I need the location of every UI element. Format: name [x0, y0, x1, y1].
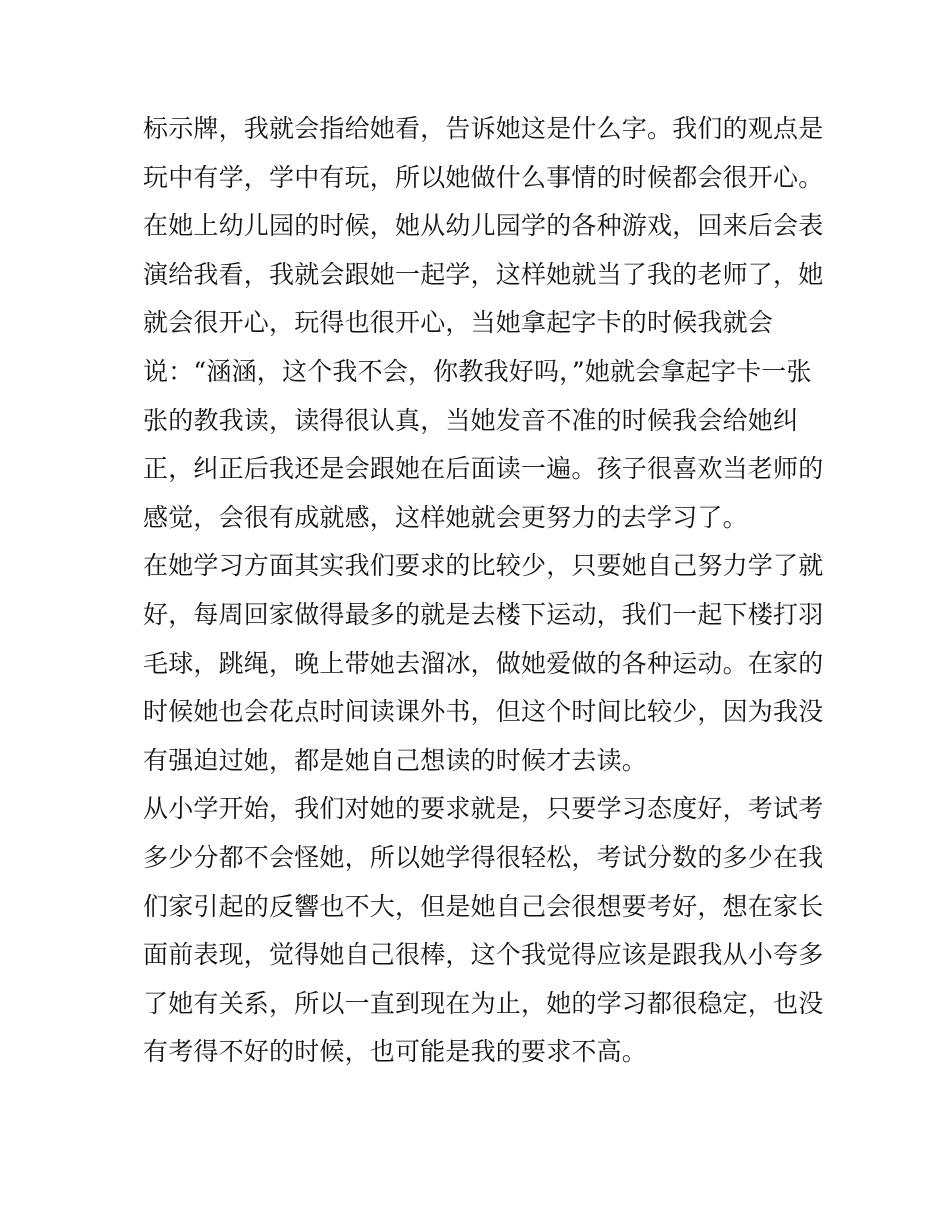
text-line: 演给我看，我就会跟她一起学，这样她就当了我的老师了，她 [143, 259, 824, 289]
text-line: 时候她也会花点时间读课外书，但这个时间比较少，因为我没 [143, 697, 824, 727]
text-line: 好，每周回家做得最多的就是去楼下运动，我们一起下楼打羽 [143, 599, 824, 629]
body-text [143, 105, 833, 1077]
text-line: 毛球，跳绳，晚上带她去溜冰，做她爱做的各种运动。在家的 [143, 648, 824, 678]
text-line: 有强迫过她，都是她自己想读的时候才去读。 [143, 745, 648, 775]
text-line: 玩中有学，学中有玩，所以她做什么事情的时候都会很开心。 [143, 162, 824, 192]
text-line: 张的教我读，读得很认真，当她发音不准的时候我会给她纠 [143, 405, 799, 435]
text-line: 们家引起的反響也不大，但是她自己会很想要考好，想在家长 [143, 891, 824, 921]
text-line: 了她有关系，所以一直到现在为止，她的学习都很稳定，也没 [143, 988, 824, 1018]
text-line: 说：“涵涵，这个我不会，你教我好吗，”她就会拿起字卡一张 [143, 356, 812, 386]
text-line: 面前表现，觉得她自己很棒，这个我觉得应该是跟我从小夸多 [143, 940, 824, 970]
text-line: 就会很开心，玩得也很开心，当她拿起字卡的时候我就会 [143, 308, 774, 338]
text-line: 有考得不好的时候，也可能是我的要求不高。 [143, 1037, 648, 1067]
text-line: 多少分都不会怪她，所以她学得很轻松，考试分数的多少在我 [143, 842, 824, 872]
text-line: 感觉，会很有成就感，这样她就会更努力的去学习了。 [143, 502, 748, 532]
text-line: 标示牌，我就会指给她看，告诉她这是什么字。我们的观点是 [143, 114, 824, 143]
text-line: 在她学习方面其实我们要求的比较少，只要她自己努力学了就 [143, 551, 824, 581]
text-line: 正，纠正后我还是会跟她在后面读一遍。孩子很喜欢当老师的 [143, 454, 824, 484]
text-line: 在她上幼儿园的时候，她从幼儿园学的各种游戏，回来后会表 [143, 211, 824, 241]
text-line: 从小学开始，我们对她的要求就是，只要学习态度好，考试考 [143, 794, 824, 824]
